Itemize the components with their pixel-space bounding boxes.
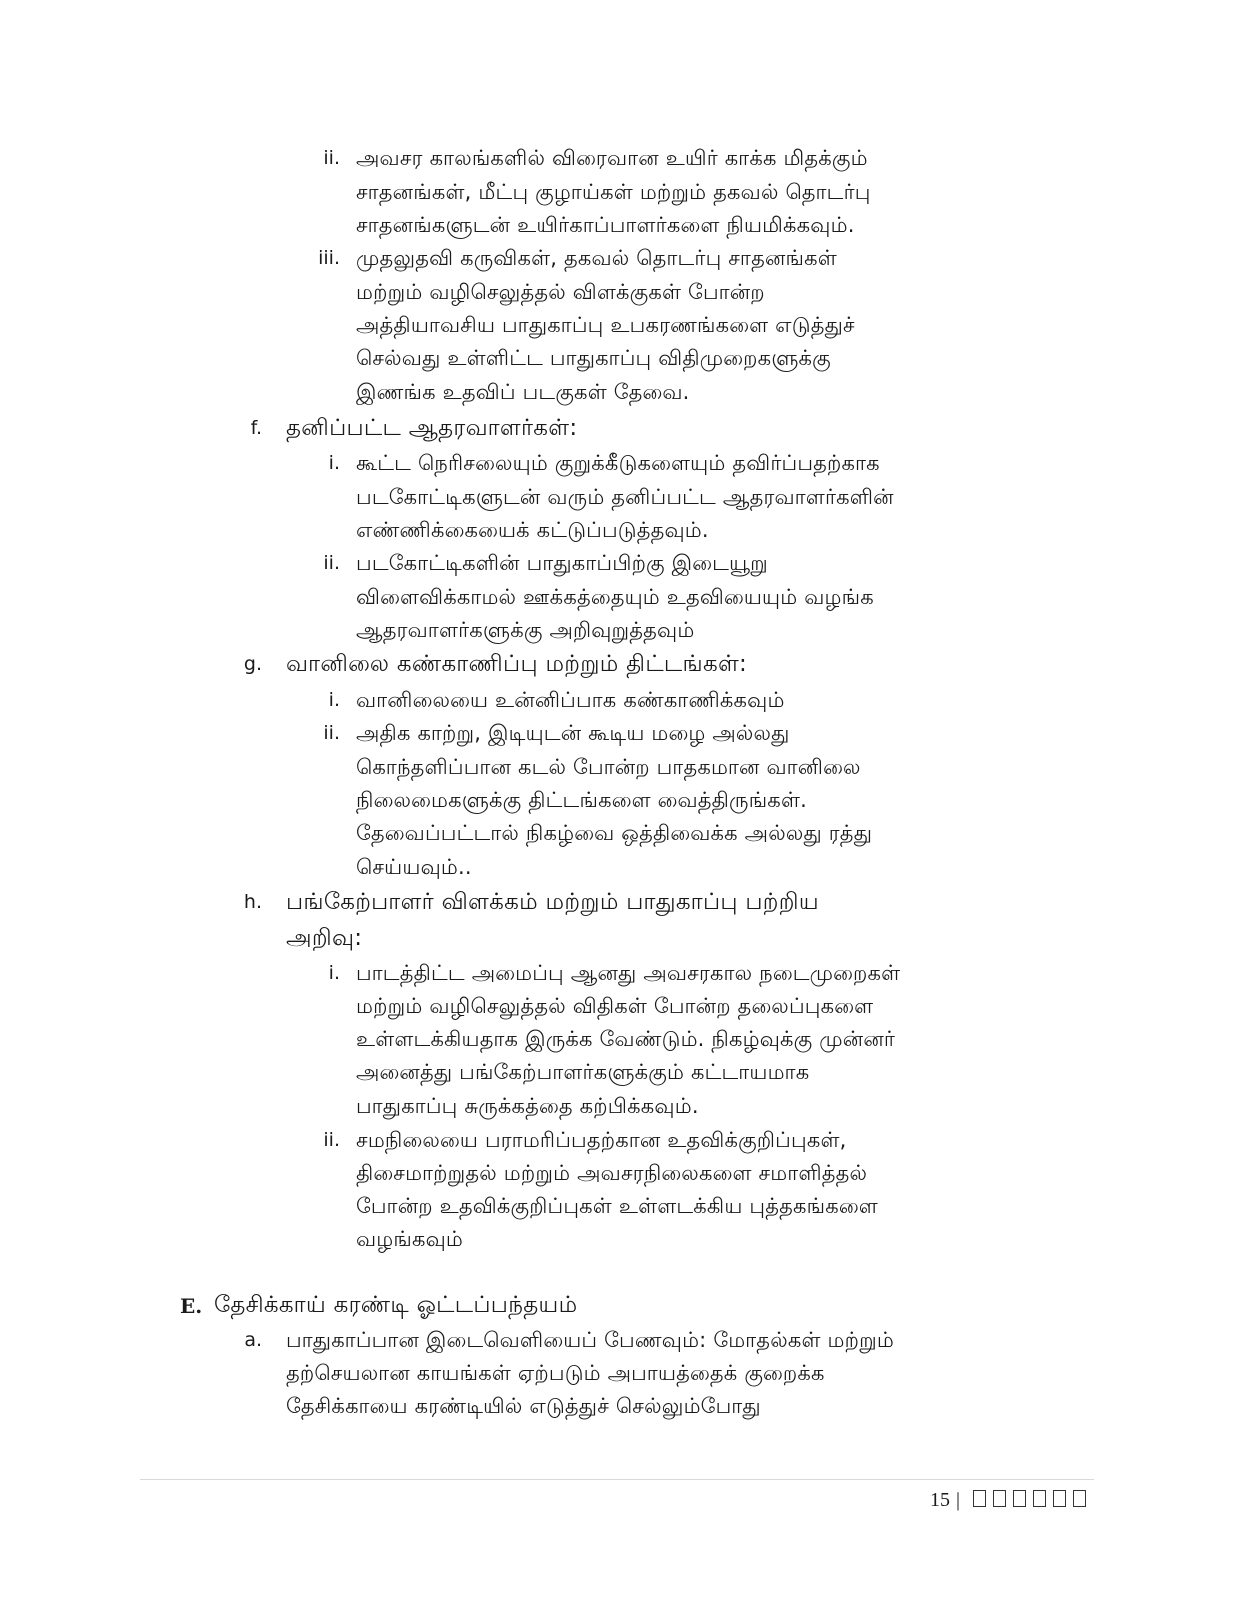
subsection-heading: தனிப்பட்ட ஆதரவாளர்கள்: xyxy=(286,415,578,441)
list-marker: i. xyxy=(328,689,340,711)
list-item-text: தற்செயலான காயங்கள் ஏற்படும் அபாயத்தைக் குறைக்க xyxy=(286,1361,825,1385)
list-item-text: சாதனங்களுடன் உயிர்காப்பாளர்களை நியமிக்கவும். xyxy=(356,213,855,237)
list-marker: ii. xyxy=(323,722,340,744)
list-marker: g. xyxy=(243,653,262,675)
missing-glyph-box xyxy=(1033,1490,1046,1507)
missing-glyph-box xyxy=(973,1490,986,1507)
list-item-text: கூட்ட நெரிசலையும் குறுக்கீடுகளையும் தவிர்ப்பதற்காக xyxy=(356,451,880,475)
list-item-text: இணங்க உதவிப் படகுகள் தேவை. xyxy=(356,380,690,404)
list-item-text: தேவைப்பட்டால் நிகழ்வை ஒத்திவைக்க அல்லது ரத்து xyxy=(356,821,873,845)
list-marker: h. xyxy=(243,891,262,913)
list-marker: ii. xyxy=(323,147,340,169)
list-item-text: பாடத்திட்ட அமைப்பு ஆனது அவசரகால நடைமுறைகள் xyxy=(356,961,901,985)
list-item-text: படகோட்டிகளின் பாதுகாப்பிற்கு இடையூறு xyxy=(356,551,768,575)
list-marker: a. xyxy=(244,1329,262,1351)
list-item-text: முதலுதவி கருவிகள், தகவல் தொடர்பு சாதனங்கள் xyxy=(356,246,837,270)
missing-glyph-box xyxy=(1013,1490,1026,1507)
list-item-text: தேசிக்காயை கரண்டியில் எடுத்துச் செல்லும்போது xyxy=(286,1394,761,1418)
list-item-text: செல்வது உள்ளிட்ட பாதுகாப்பு விதிமுறைகளுக்கு xyxy=(356,346,831,370)
list-item-text: அவசர காலங்களில் விரைவான உயிர் காக்க மிதக்கும் xyxy=(356,146,868,170)
list-item-text: அனைத்து பங்கேற்பாளர்களுக்கும் கட்டாயமாக xyxy=(356,1060,810,1084)
list-item-text: செய்யவும்.. xyxy=(356,855,472,879)
footer-separator: | xyxy=(955,1489,960,1511)
list-item-text: படகோட்டிகளுடன் வரும் தனிப்பட்ட ஆதரவாளர்களின் xyxy=(356,485,894,509)
missing-glyph-box xyxy=(1073,1490,1086,1507)
page-footer xyxy=(930,1486,1086,1514)
subsection-heading: பங்கேற்பாளர் விளக்கம் மற்றும் பாதுகாப்பு பற்றிய xyxy=(286,889,819,915)
list-marker: i. xyxy=(328,452,340,474)
list-item-text: நிலைமைகளுக்கு திட்டங்களை வைத்திருங்கள். xyxy=(356,788,807,812)
list-item-text: அத்தியாவசிய பாதுகாப்பு உபகரணங்களை எடுத்துச் xyxy=(356,313,855,337)
footer-divider xyxy=(140,1479,1094,1480)
list-item-text: எண்ணிக்கையைக் கட்டுப்படுத்தவும். xyxy=(356,518,709,542)
missing-glyph-box xyxy=(1053,1490,1066,1507)
list-item-text: வழங்கவும் xyxy=(356,1227,464,1251)
list-item-text: அதிக காற்று, இடியுடன் கூடிய மழை அல்லது xyxy=(356,721,790,745)
section-marker: E. xyxy=(180,1294,203,1318)
list-item-text: பாதுகாப்பான இடைவெளியைப் பேணவும்: மோதல்கள் மற்றும் xyxy=(286,1328,894,1352)
subsection-heading: அறிவு: xyxy=(286,925,363,951)
subsection-heading: வானிலை கண்காணிப்பு மற்றும் திட்டங்கள்: xyxy=(286,651,748,677)
list-marker: ii. xyxy=(323,1129,340,1151)
list-item-text: மற்றும் வழிசெலுத்தல் விதிகள் போன்ற தலைப்புகளை xyxy=(356,994,874,1018)
list-item-text: போன்ற உதவிக்குறிப்புகள் உள்ளடக்கிய புத்தகங்களை xyxy=(356,1194,878,1218)
list-item-text: திசைமாற்றுதல் மற்றும் அவசரநிலைகளை சமாளித்தல் xyxy=(356,1161,868,1185)
list-item-text: சாதனங்கள், மீட்பு குழாய்கள் மற்றும் தகவல் தொடர்பு xyxy=(356,180,871,204)
missing-glyph-boxes xyxy=(966,1489,1086,1511)
list-marker: i. xyxy=(328,962,340,984)
list-item-text: கொந்தளிப்பான கடல் போன்ற பாதகமான வானிலை xyxy=(356,755,861,779)
list-marker: f. xyxy=(250,417,262,439)
list-marker: ii. xyxy=(323,552,340,574)
list-item-text: விளைவிக்காமல் ஊக்கத்தையும் உதவியையும் வழங்க xyxy=(356,585,874,609)
missing-glyph-box xyxy=(993,1490,1006,1507)
list-item-text: மற்றும் வழிசெலுத்தல் விளக்குகள் போன்ற xyxy=(356,280,765,304)
section-heading: தேசிக்காய் கரண்டி ஓட்டப்பந்தயம் xyxy=(214,1292,578,1318)
list-marker: iii. xyxy=(318,247,340,269)
list-item-text: ஆதரவாளர்களுக்கு அறிவுறுத்தவும் xyxy=(356,618,695,642)
list-item-text: வானிலையை உன்னிப்பாக கண்காணிக்கவும் xyxy=(356,688,785,712)
list-item-text: பாதுகாப்பு சுருக்கத்தை கற்பிக்கவும். xyxy=(356,1094,699,1118)
page-number: 15 xyxy=(929,1489,950,1511)
list-item-text: சமநிலையை பராமரிப்பதற்கான உதவிக்குறிப்புகள், xyxy=(356,1128,847,1152)
list-item-text: உள்ளடக்கியதாக இருக்க வேண்டும். நிகழ்வுக்கு முன்னர் xyxy=(356,1027,896,1051)
